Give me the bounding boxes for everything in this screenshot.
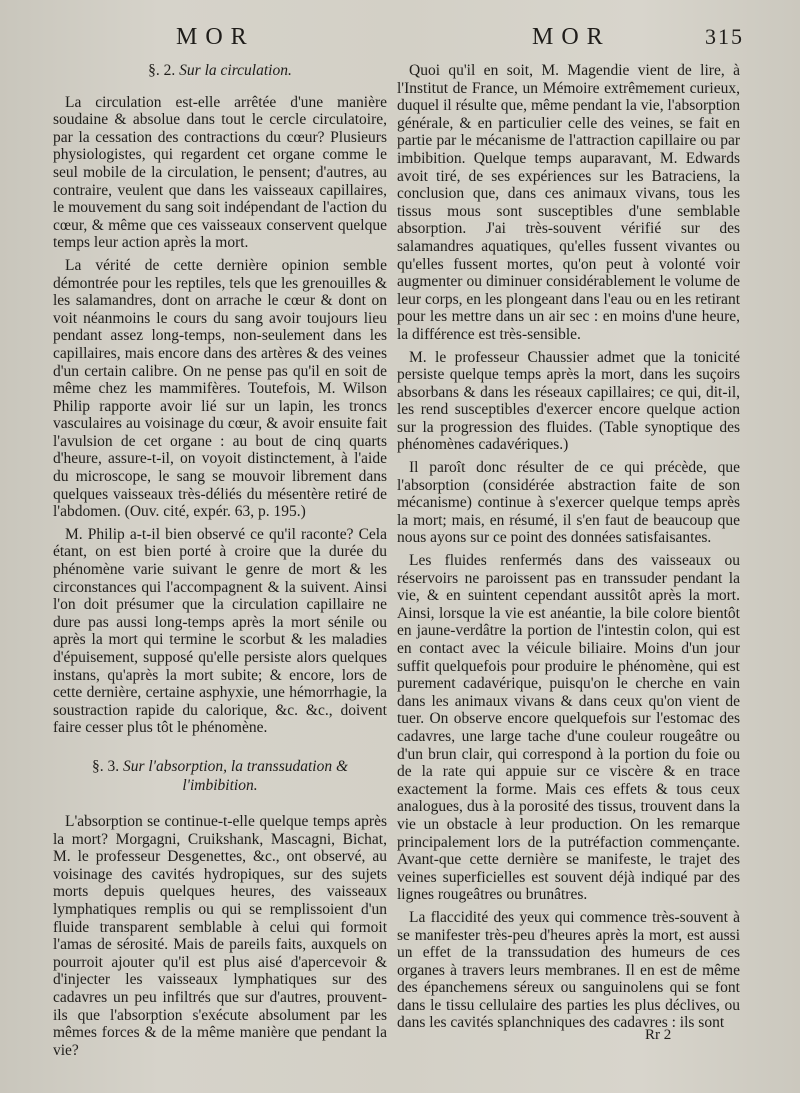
signature-mark: Rr 2 xyxy=(645,1027,672,1043)
paragraph: M. le professeur Chaussier admet que la tonicité persiste quelque temps après la mort, dans les suçoirs absorbans & dans les réseaux capillaires; ce qui, dit-il, les rend susceptibles d'exercer encore quelque action sur la progression des fluides. (Table synoptique des phénomènes cadavériques.) xyxy=(397,348,740,454)
right-column xyxy=(397,62,740,1037)
header-left-word: MOR xyxy=(176,24,255,50)
paragraph: L'absorption se continue-t-elle quelque temps après la mort? Morgagni, Cruikshank, Mascagni, Bichat, M. le professeur Desgenettes, &c., ont observé, au voisinage des cavités hydropiques, sur des sujets morts depuis quelques heures, des vaisseaux lymphatiques remplis ou qui se remplissoient d'un fluide transparent semblable à celui qui formoit l'amas de sérosité. Mais de pareils faits, auxquels on pourroit ajouter qu'il est plus aisé d'apercevoir & d'injecter les vaisseaux lymphatiques sur des cadavres un peu infiltrés que sur d'autres, prouvent-ils que l'absorption s'exécute absolument par les mêmes forces & de la même manière que pendant la vie? xyxy=(53,812,387,1059)
running-header xyxy=(0,24,800,54)
page-number: 315 xyxy=(705,24,744,49)
section-3-heading: Sur l'absorption, la transsudation & l'imbibition. xyxy=(122,757,349,794)
paragraph: Les fluides renfermés dans des vaisseaux ou réservoirs ne paroissent pas en transsuder pendant la vie, & en suintent cependant aussitôt après la mort. Ainsi, lorsque la vie est anéantie, la bile colore bientôt en jaune-verdâtre la portion de l'intestin colon, qui est en contact avec la véicule biliaire. Moins d'un jour suffit quelquefois pour produire le phénomène, qui est purement cadavérique, puisqu'on le cherche en vain dans les animaux vivans & dans ceux qu'on vient de tuer. On observe encore quelquefois sur l'estomac des cadavres, une large tache d'une couleur rougeâtre ou d'un brun clair, qui correspond à la portion du foie ou de la rate qui appuie sur ce viscère & en trace exactement la forme. Mais ces effets & tous ceux analogues, dus à la porosité des tissus, trouvent dans la vie un obstacle à leur production. On les remarque principalement lors de la putréfaction commençante. Avant-que cette dernière se manifeste, le trajet des veines superficielles est souvent déjà indiqué par des lignes rougeâtres ou brunâtres. xyxy=(397,552,740,904)
section-2-heading: Sur la circulation. xyxy=(179,62,292,79)
header-right-word: MOR xyxy=(532,24,611,50)
section-2-title xyxy=(53,62,387,80)
paragraph: La flaccidité des yeux qui commence très-souvent à se manifester très-peu d'heures après la mort, est aussi un effet de la transsudation des humeurs de ces organes à travers leurs membranes. Il en est de même des épanchemens séreux ou sanguinolens qui se font dans le tissu cellulaire des parties les plus déclives, ou dans les cavités splanchniques des cadavres : ils sont xyxy=(397,908,740,1032)
paragraph: La circulation est-elle arrêtée d'une manière soudaine & absolue dans tout le cercle circulatoire, par la cessation des contractions du cœur? Plusieurs physiologistes, qui regardent cet organe comme le seul mobile de la circulation, le pensent; d'autres, au contraire, veulent que dans les vaisseaux capillaires, le mouvement du sang soit indépendant de l'action du cœur, & même que ces vaisseaux conservent quelque temps leur action après la mort. xyxy=(53,93,387,252)
paragraph: M. Philip a-t-il bien observé ce qu'il raconte? Cela étant, on est bien porté à croire que la durée du phénomène varie suivant le genre de mort & les circonstances qui l'accompagnent & la suivent. Ainsi l'on doit présumer que la circulation capillaire ne dure pas aussi long-temps après la mort sénile ou après la mort qui termine le scorbut & les maladies d'épuisement, supposé qu'elle persiste alors quelques instans, qu'après la mort subite; & encore, lors de cette dernière, certaine asphyxie, une hémorrhagie, la soustraction rapide du calorique, &c. &c., doivent faire cesser plus tôt le phénomène. xyxy=(53,525,387,737)
section-3-number: §. 3. xyxy=(91,757,120,775)
section-2-number: §. 2. xyxy=(148,62,176,79)
paragraph: Il paroît donc résulter de ce qui précède, que l'absorption (considérée abstraction faite de son mécanisme) continue à s'exercer quelque temps après la mort; mais, en résumé, il s'en faut de beaucoup que nous ayons sur ce point des données satisfaisantes. xyxy=(397,459,740,547)
left-column xyxy=(53,62,387,1064)
section-3-title xyxy=(53,757,387,795)
paragraph: Quoi qu'il en soit, M. Magendie vient de lire, à l'Institut de France, un Mémoire extrêmement curieux, duquel il résulte que, même pendant la vie, l'absorption générale, & en particulier celle des veines, se fait en partie par le mécanisme de l'attraction capillaire ou par imbibition. Quelque temps auparavant, M. Edwards avoit tiré, de ses expériences sur les Batraciens, la conclusion que, dans ces animaux vivans, tous les tissus mous sont susceptibles d'une semblable absorption. J'ai très-souvent vérifié sur des salamandres aquatiques, qu'elles fussent vivantes ou qu'elles fussent mortes, qu'on peut à volonté voir augmenter ou diminuer considérablement le volume de leur corps, en les plongeant dans l'eau ou en les retirant pour les mettre dans un air sec : en moins d'une heure, la différence est très-sensible. xyxy=(397,62,740,343)
paragraph: La vérité de cette dernière opinion semble démontrée pour les reptiles, tels que les grenouilles & les salamandres, dont on arrache le cœur & dont on voit néanmoins le cours du sang avoir toujours lieu pendant assez long-temps, non-seulement dans les capillaires, mais encore dans des artères & des veines d'un certain calibre. On ne pense pas qu'il en soit de même chez les mammifères. Toutefois, M. Wilson Philip rapporte avoir lié sur un lapin, les troncs vasculaires au voisinage du cœur, & avoir ensuite fait l'avulsion de cet organe : au bout de cinq quarts d'heure, assure-t-il, on voyoit distinctement, à l'aide du microscope, le sang se mouvoir librement dans quelques vaisseaux très-déliés du mésentère retiré de l'abdomen. (Ouv. cité, expér. 63, p. 195.) xyxy=(53,256,387,521)
